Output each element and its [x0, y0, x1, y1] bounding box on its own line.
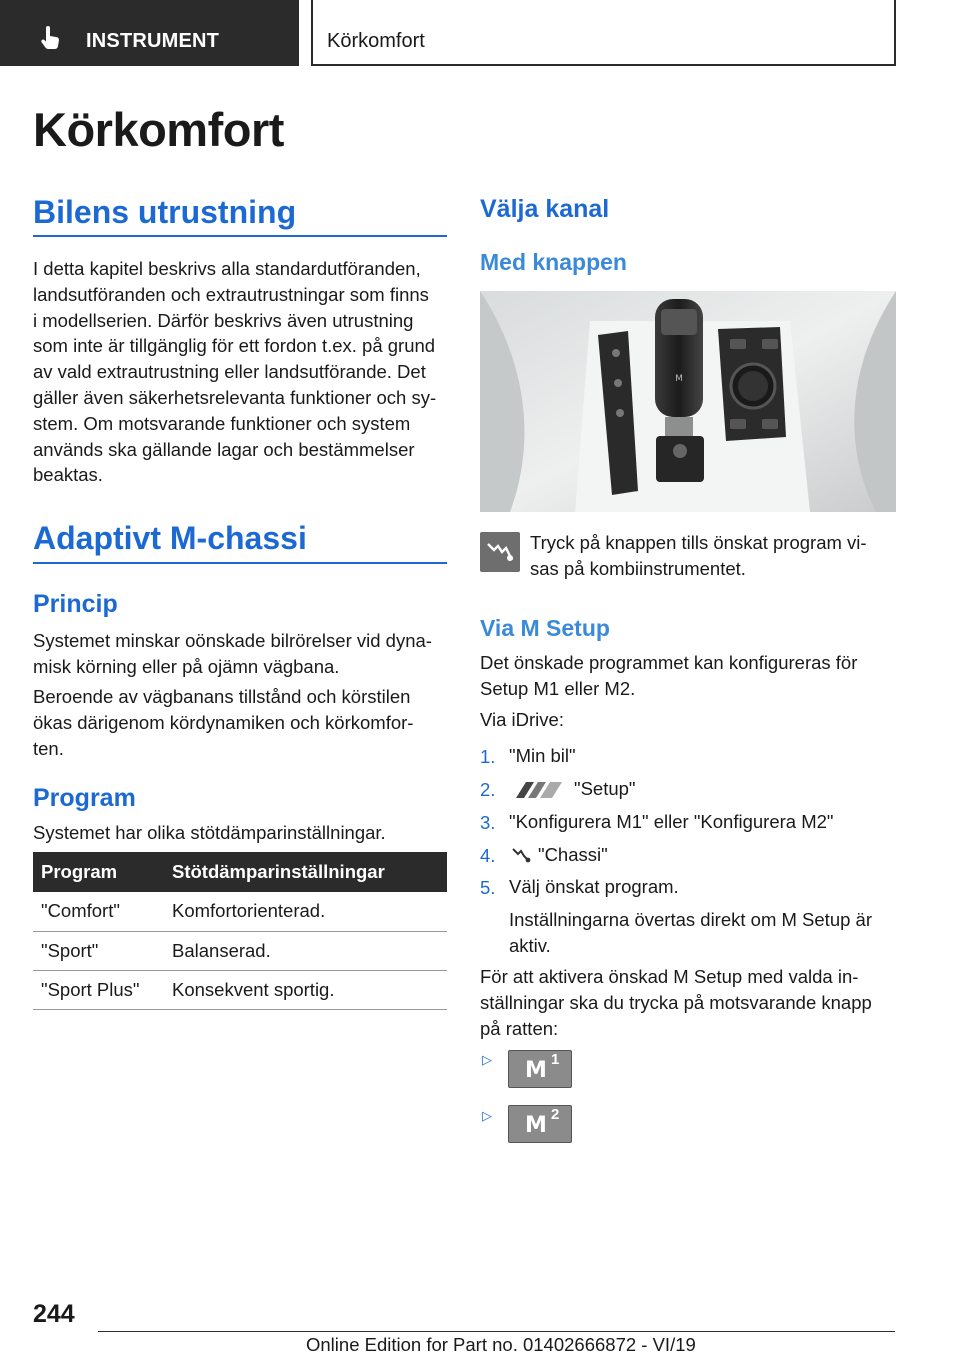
text-line: Setup M1 eller M2. [480, 677, 636, 699]
heading-rule [33, 562, 447, 564]
center-console-photo [480, 291, 896, 512]
table-row [33, 931, 447, 970]
text-line: I detta kapitel beskrivs alla standardutföranden, [33, 258, 421, 279]
text-line: ställningar ska du trycka på motsvarande knapp [480, 991, 872, 1013]
m-sup: 1 [551, 1051, 560, 1068]
text-line: beaktas. [33, 464, 103, 486]
section-tab [0, 0, 299, 66]
column-header: Program [33, 852, 164, 892]
page-title: Körkomfort [33, 103, 284, 156]
bullet-triangle-icon: ▷ [482, 1052, 492, 1067]
text-line: ten. [33, 737, 64, 759]
step-text: "Setup" [574, 778, 636, 799]
m-label: M [525, 1058, 547, 1083]
heading-program: Program [33, 784, 136, 812]
heading-chassis: Adaptivt M-chassi [33, 520, 307, 556]
text-line: används ska gällande lagar och bestämmelser [33, 438, 415, 460]
heading-msetup: Via M Setup [480, 615, 610, 641]
text-line: sas på kombiinstrumentet. [530, 557, 746, 579]
text-line: stem. Om motsvarande funktioner och system [33, 412, 411, 434]
heading-channel: Välja kanal [480, 195, 610, 223]
step-number: 3. [480, 812, 496, 833]
heading-principle: Princip [33, 590, 118, 618]
text-line: ökas därigenom kördynamiken och körkomfor- [33, 711, 414, 733]
step5-note [509, 907, 899, 959]
text-line: landsutföranden och extrautrustningar som finns [33, 283, 429, 305]
table-cell: "Sport Plus" [33, 970, 164, 1009]
footer-edition: Online Edition for Part no. 01402666872 - VI/19 [306, 1334, 696, 1355]
paragraph-equipment [33, 256, 453, 488]
paragraph-button [530, 530, 900, 582]
table-row [33, 892, 447, 931]
table-cell: Balanserad. [164, 931, 447, 970]
paragraph-idrive: Via iDrive: [480, 709, 564, 730]
footer-rule [98, 1331, 895, 1332]
column-header: Stötdämparinställningar [164, 852, 447, 892]
paragraph-principle-2 [33, 684, 453, 761]
section-label: INSTRUMENT [86, 30, 220, 52]
table-cell: Komfortorienterad. [164, 892, 447, 931]
hand-pointer-icon [40, 26, 62, 50]
text-line: aktiv. [509, 934, 551, 956]
paragraph-msetup [480, 650, 900, 702]
table-row [33, 970, 447, 1009]
text-line: Beroende av vägbanans tillstånd och körstilen [33, 686, 411, 707]
text-line: Tryck på knappen tills önskat program vi- [530, 532, 867, 553]
text-line: gäller även säkerhetsrelevanta funktioner och sy- [33, 386, 437, 408]
bullet-triangle-icon: ▷ [482, 1108, 492, 1123]
text-line: För att aktivera önskad M Setup med valda in- [480, 966, 859, 987]
m-stripes-icon [508, 780, 564, 800]
step-number: 4. [480, 845, 496, 866]
text-line: Det önskade programmet kan konfigureras för [480, 652, 858, 673]
text-line: i modellserien. Därför beskrivs även utrustning [33, 309, 414, 331]
step-number: 5. [480, 877, 496, 898]
m-label: M [525, 1113, 547, 1138]
step-number: 2. [480, 779, 496, 800]
chassis-icon [510, 845, 532, 865]
m-sup: 2 [551, 1106, 560, 1123]
heading-rule [33, 235, 447, 237]
m1-button-icon [508, 1050, 572, 1088]
step-number: 1. [480, 746, 496, 767]
text-line: misk körning eller på ojämn vägbana. [33, 655, 340, 677]
text-line: på ratten: [480, 1017, 559, 1039]
chassis-button-icon [480, 532, 520, 572]
m2-button-icon [508, 1105, 572, 1143]
text-line: Systemet minskar oönskade bilrörelser vid dyna- [33, 630, 432, 651]
paragraph-principle-1 [33, 628, 453, 680]
program-table [33, 852, 447, 1010]
step-text: "Chassi" [538, 844, 608, 865]
svg-text:M: M [675, 374, 683, 384]
step-text: Välj önskat program. [509, 876, 679, 897]
heading-button: Med knappen [480, 249, 627, 275]
text-line: som inte är tillgänglig för ett fordon t.ex. på grund [33, 335, 436, 357]
text-line: Inställningarna övertas direkt om M Setup är [509, 909, 872, 930]
text-line: av vald extrautrustning eller landsutförande. Det [33, 361, 426, 383]
table-header-row [33, 852, 447, 892]
table-cell: "Sport" [33, 931, 164, 970]
heading-equipment: Bilens utrustning [33, 194, 297, 230]
paragraph-activate [480, 964, 900, 1041]
table-cell: "Comfort" [33, 892, 164, 931]
page-number: 244 [33, 1300, 75, 1328]
breadcrumb-label: Körkomfort [327, 30, 425, 52]
step-text: "Konfigurera M1" eller "Konfigurera M2" [509, 811, 834, 832]
step-text: "Min bil" [509, 745, 576, 766]
table-cell: Konsekvent sportig. [164, 970, 447, 1009]
paragraph-program: Systemet har olika stötdämparinställningar. [33, 822, 386, 843]
breadcrumb [311, 0, 896, 66]
